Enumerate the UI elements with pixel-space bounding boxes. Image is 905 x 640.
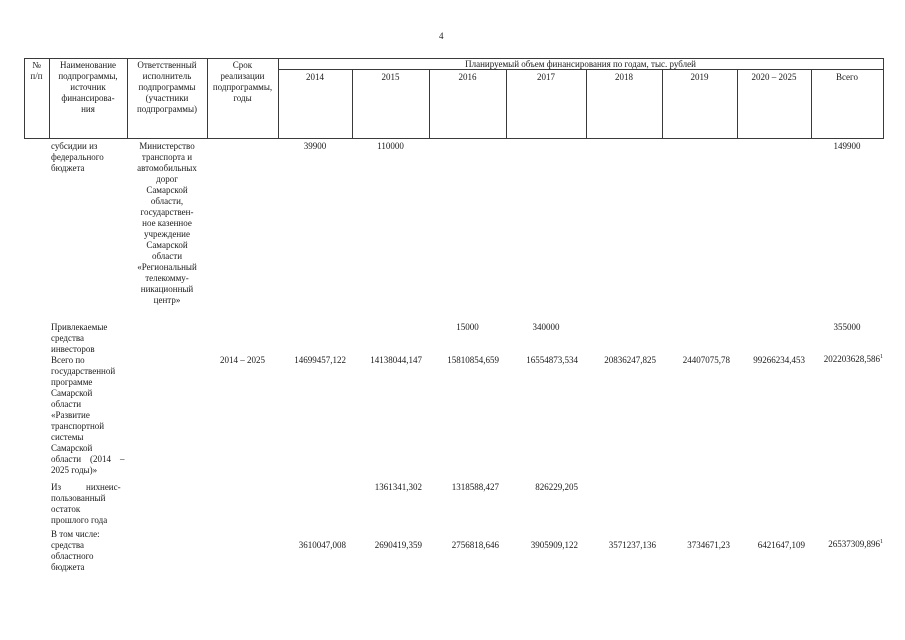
year-2018: 2018 (615, 72, 633, 82)
header-funding-title: Планируемый объем финансирования по годам, тыс. рублей (465, 59, 696, 69)
year-2016: 2016 (458, 72, 477, 82)
year-2017: 2017 (537, 72, 555, 82)
year-total: Всего (835, 72, 859, 82)
year-2020-2025: 2020 – 2025 (751, 72, 797, 82)
page-number: 4 (439, 31, 444, 41)
year-2014: 2014 (306, 72, 324, 82)
year-2015: 2015 (381, 72, 400, 82)
year-2019: 2019 (690, 72, 709, 82)
